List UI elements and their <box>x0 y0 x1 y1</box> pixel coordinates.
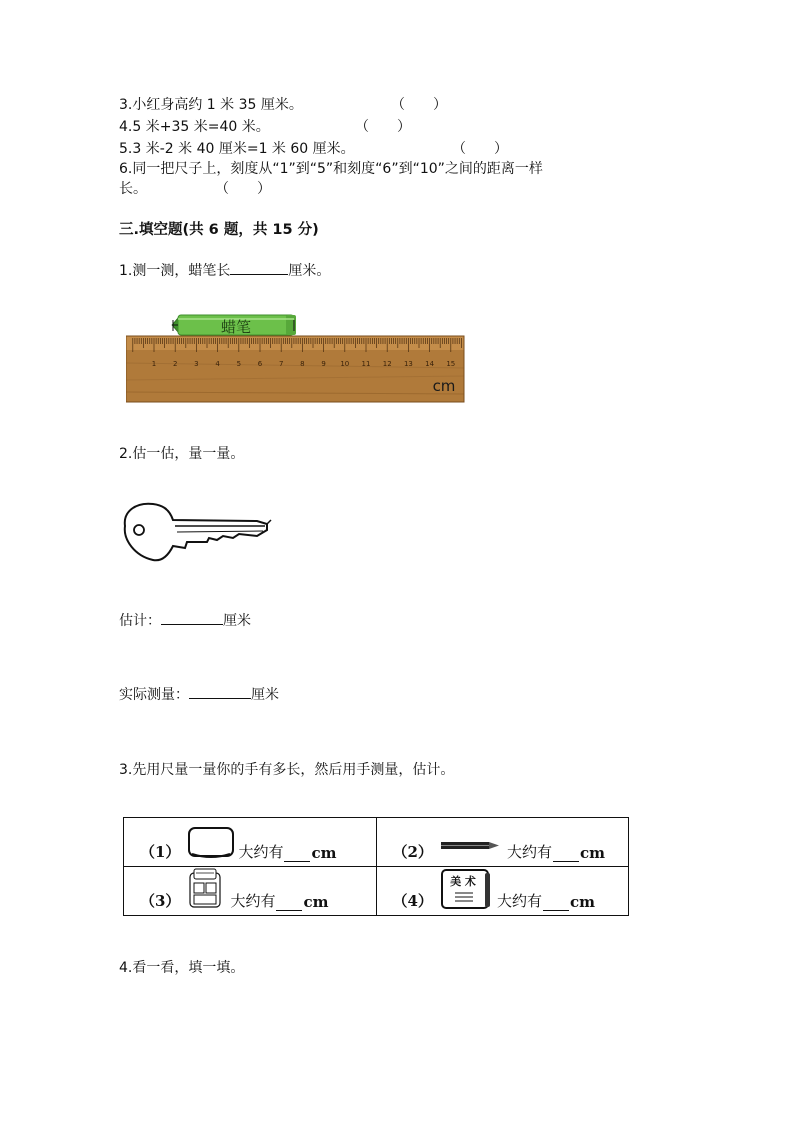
item-number: （3） <box>140 892 181 910</box>
fill-question-2: 2.估一估，量一量。 <box>119 446 245 462</box>
estimate-row <box>119 610 251 631</box>
tf-answer-paren-5[interactable]: （ ） <box>452 141 508 157</box>
ruler-tick-label: 15 <box>446 360 456 368</box>
table-cell <box>376 867 629 916</box>
tf-question-5: 5.3 米-2 米 40 厘米=1 米 60 厘米。 <box>119 141 355 157</box>
ruler-tick-label: 5 <box>236 360 242 368</box>
about-label: 大约有 <box>230 892 276 910</box>
tf-answer-paren-4[interactable]: （ ） <box>355 119 411 135</box>
pencil-icon <box>439 836 503 856</box>
measure-blank[interactable] <box>189 684 251 699</box>
fill-question-1-unit: 厘米。 <box>288 263 331 279</box>
tf-question-6-cont: 长。 <box>119 181 147 197</box>
art-book-icon <box>439 867 493 911</box>
tf-question-3: 3.小红身高约 1 米 35 厘米。 <box>119 97 303 113</box>
ruler-tick-label: 6 <box>257 360 263 368</box>
ruler-tick-label: 9 <box>321 360 326 368</box>
section-heading: 三.填空题(共 6 题，共 15 分) <box>119 222 319 238</box>
unit-label: cm <box>303 893 329 911</box>
unit-label: cm <box>311 844 337 862</box>
ruler-tick-label: 10 <box>340 360 350 368</box>
answer-blank[interactable] <box>284 847 310 862</box>
ruler-tick-label: 13 <box>403 360 413 368</box>
crayon-icon <box>172 315 296 336</box>
ruler-tick-label: 4 <box>215 360 220 368</box>
ruler-unit-label: cm <box>432 377 456 395</box>
crayon-label: 蜡笔 <box>220 318 252 336</box>
estimate-blank[interactable] <box>161 610 223 625</box>
pencil-sharpener-icon <box>186 867 226 911</box>
unit-label: cm <box>569 893 595 911</box>
answer-blank[interactable] <box>553 847 579 862</box>
ruler-tick-label: 3 <box>194 360 199 368</box>
ruler-tick-label: 11 <box>361 360 371 368</box>
tf-question-4: 4.5 米+35 米=40 米。 <box>119 119 270 135</box>
table-cell <box>376 818 629 867</box>
item-number: （1） <box>140 843 181 861</box>
ruler-tick-label: 14 <box>425 360 435 368</box>
tf-answer-paren-6[interactable]: （ ） <box>215 181 271 197</box>
answer-blank[interactable] <box>276 896 302 911</box>
ruler-tick-label: 2 <box>172 360 178 368</box>
ruler-tick-label: 7 <box>278 360 284 368</box>
table-cell <box>124 867 377 916</box>
item-number: （4） <box>392 892 433 910</box>
ruler-crayon-figure <box>126 308 466 404</box>
ruler-tick-label: 8 <box>300 360 305 368</box>
ruler-tick-labels <box>152 360 455 368</box>
measure-label: 实际测量： <box>119 687 189 703</box>
eraser-icon <box>186 824 236 862</box>
about-label: 大约有 <box>506 843 552 861</box>
fill-question-4: 4.看一看，填一填。 <box>119 960 245 976</box>
fill-question-3: 3.先用尺量一量你的手有多长，然后用手测量，估计。 <box>119 762 455 778</box>
about-label: 大约有 <box>496 892 542 910</box>
ruler <box>126 336 464 402</box>
tf-answer-paren-3[interactable]: （ ） <box>391 97 447 113</box>
ruler-tick-label: 1 <box>151 360 157 368</box>
table-cell <box>124 818 377 867</box>
key-icon <box>117 496 277 572</box>
estimate-label: 估计： <box>119 613 161 629</box>
estimate-unit: 厘米 <box>223 613 251 629</box>
book-cover-text: 美 术 <box>450 875 476 888</box>
measure-unit: 厘米 <box>251 687 279 703</box>
unit-label: cm <box>579 844 605 862</box>
ruler-tick-label: 12 <box>382 360 392 368</box>
fill-question-1 <box>119 260 330 281</box>
fill-question-1-text: 1.测一测，蜡笔长 <box>119 263 231 279</box>
estimate-table <box>123 817 629 916</box>
answer-blank[interactable] <box>543 896 569 911</box>
item-number: （2） <box>392 843 433 861</box>
measure-row <box>119 684 279 705</box>
crayon-length-blank[interactable] <box>230 260 288 275</box>
tf-question-6: 6.同一把尺子上，刻度从“1”到“5”和刻度“6”到“10”之间的距离一样 <box>119 161 543 177</box>
about-label: 大约有 <box>238 843 284 861</box>
